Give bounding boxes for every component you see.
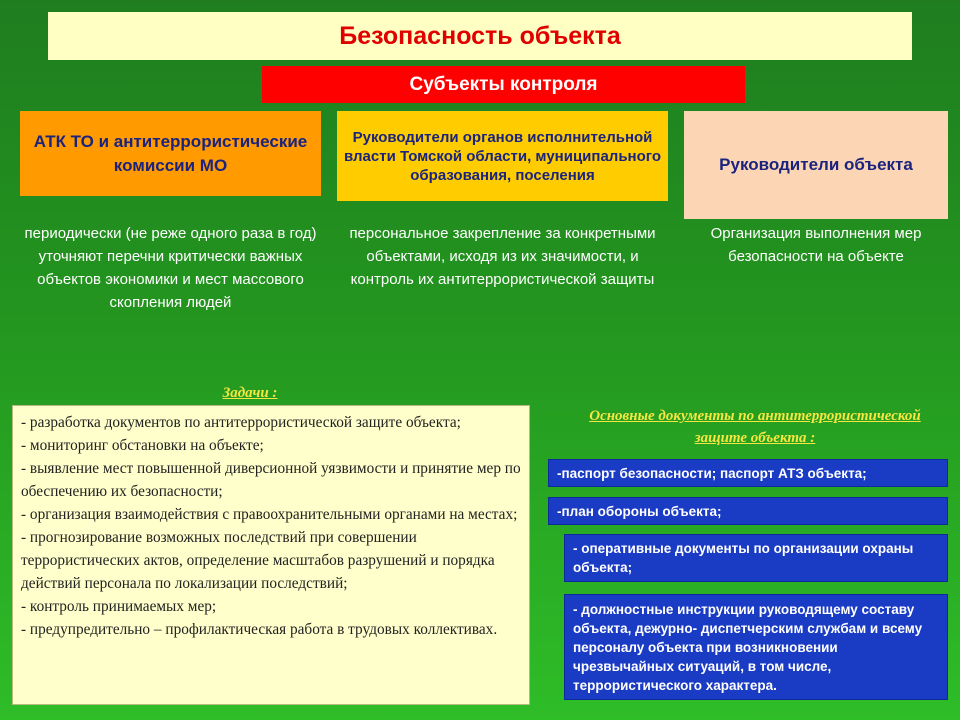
- tasks-header: Задачи :: [222, 385, 278, 401]
- task-item: - мониторинг обстановки на объекте;: [21, 437, 264, 454]
- doc-item: - оперативные документы по организации охраны объекта;: [564, 534, 948, 582]
- task-item: - предупредительно – профилактическая работа в трудовых коллективах.: [21, 621, 498, 638]
- task-item: - выявление мест повышенной диверсионной уязвимости и принятие мер по обеспечению их безопасности;: [21, 460, 521, 500]
- subject-executive-description: персональное закрепление за конкретными объектами, исходя из их значимости, и контроль их антитеррористической защиты: [349, 225, 656, 288]
- task-item: - организация взаимодействия с правоохранительными органами на местах;: [21, 506, 518, 523]
- subject-executive-box: Руководители органов исполнительной власти Томской области, муниципального образования, поселения: [337, 111, 668, 201]
- subject-object-heads-description: Организация выполнения мер безопасности на объекте: [710, 225, 922, 265]
- docs-header: Основные документы по антитеррористической защите объекта :: [589, 408, 921, 446]
- task-item: - разработка документов по антитеррористической защите объекта;: [21, 414, 461, 431]
- subject-atk-box: АТК ТО и антитеррористические комиссии МО: [20, 111, 321, 196]
- subject-object-heads-box: Руководители объекта: [684, 111, 948, 219]
- tasks-list: [12, 405, 530, 705]
- subject-atk-description: периодически (не реже одного раза в год) уточняют перечни критически важных объектов экономики и мест массового скопления людей: [24, 225, 317, 311]
- slide-title: Безопасность объекта: [48, 12, 912, 60]
- subjects-header: Субъекты контроля: [262, 66, 745, 103]
- doc-item: -план обороны объекта;: [548, 497, 948, 525]
- task-item: - прогнозирование возможных последствий при совершении террористических актов, определение масштабов разрушений и порядка действий персонала по локализации последствий;: [21, 529, 495, 592]
- doc-item: - должностные инструкции руководящему составу объекта, дежурно- диспетчерским службам и всему персоналу объекта при возникновении чрезвычайных ситуаций, в том числе, террористического характера.: [564, 594, 948, 700]
- task-item: - контроль принимаемых мер;: [21, 598, 217, 615]
- doc-item: -паспорт безопасности; паспорт АТЗ объекта;: [548, 459, 948, 487]
